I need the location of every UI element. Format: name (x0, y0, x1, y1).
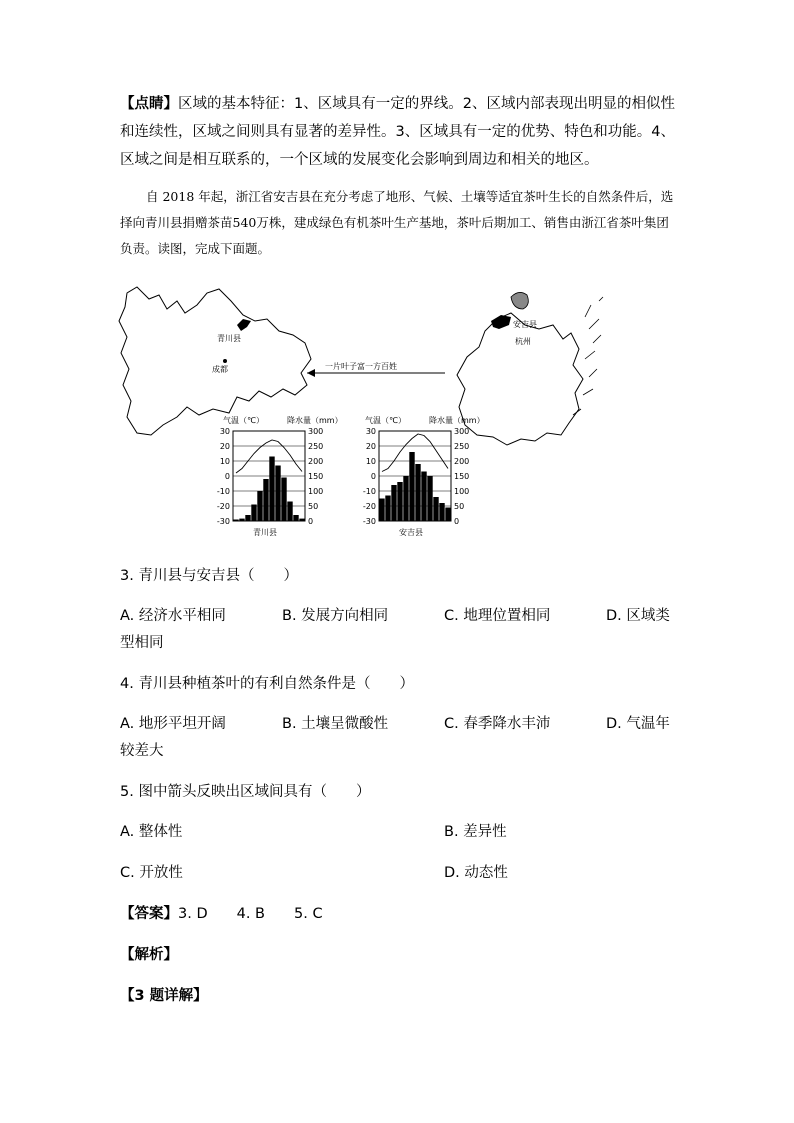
chart1-left-tick: 10 (219, 457, 230, 466)
q5-option-c[interactable]: C. 开放性 (120, 865, 183, 881)
chart2-precip-bar (403, 476, 408, 521)
chart1-right-tick: 150 (308, 472, 324, 481)
chart2-precip-bar (439, 503, 444, 521)
q3-option-d-wrap: 型相同 (120, 635, 164, 651)
answer-text: 3. D 4. B 5. C (178, 906, 323, 922)
chart2-right-tick: 300 (454, 427, 470, 436)
qingchuan-label: 青川县 (217, 334, 241, 343)
chart1-right-tick: 200 (308, 457, 324, 466)
chart1-right-ticks (308, 427, 323, 526)
chart1-left-tick: 0 (224, 472, 230, 481)
q4-option-d[interactable]: D. 气温年 (606, 716, 670, 732)
q4-option-b[interactable]: B. 土壤呈微酸性 (282, 716, 389, 732)
answer-tag: 【答案】 (120, 906, 178, 922)
chart1-precip-bar (263, 479, 268, 521)
zhejiang-map-outline (457, 313, 583, 445)
chart2-precip-bar (397, 482, 402, 521)
anji-marker-icon (491, 315, 511, 329)
chart2-precip-axis-label: 降水量（mm） (429, 416, 485, 425)
question-3-stem: 3. 青川县与安吉县（ ） (120, 568, 298, 584)
climate-chart-anji (363, 415, 485, 537)
chart2-left-tick: 20 (365, 442, 376, 451)
chart2-left-tick: 10 (365, 457, 376, 466)
zhejiang-coast-islands (573, 297, 603, 415)
q3-option-a[interactable]: A. 经济水平相同 (120, 608, 226, 624)
chart1-precip-bar (287, 502, 292, 522)
chart2-name: 安吉县 (399, 528, 423, 537)
chart1-left-tick: 30 (219, 427, 230, 436)
detail-heading: 【3 题详解】 (120, 988, 208, 1004)
q3-option-b[interactable]: B. 发展方向相同 (282, 608, 389, 624)
material-paragraph: 自 2018 年起，浙江省安吉县在充分考虑了地形、气候、土壤等适宜茶叶生长的自然条件后，选择向青川县捐赠茶苗540万株，建成绿色有机茶叶生产基地，茶叶后期加工、销售由浙江省茶叶集团负责。读图，完成下面题。 (120, 189, 674, 256)
chart1-right-tick: 50 (308, 502, 319, 511)
chart2-right-ticks (454, 427, 469, 526)
q4-option-d-wrap: 较差大 (120, 743, 164, 759)
chart2-precip-bar (409, 452, 414, 521)
chart1-precip-bar (275, 466, 280, 522)
chart2-temp-axis-label: 气温（℃） (365, 416, 406, 425)
chart1-left-tick: 20 (219, 442, 230, 451)
chart2-right-tick: 0 (454, 517, 460, 526)
chart1-grid (233, 446, 305, 506)
chart2-right-tick: 150 (454, 472, 470, 481)
qingchuan-marker-icon (237, 319, 251, 331)
chart2-temperature-line (382, 434, 448, 472)
chart1-right-tick: 250 (308, 442, 324, 451)
chart2-left-tick: -10 (362, 487, 376, 496)
chart1-precip-bar (257, 491, 262, 521)
chart2-precip-bar (385, 496, 390, 522)
chart1-right-tick: 100 (308, 487, 324, 496)
chart2-right-tick: 250 (454, 442, 470, 451)
chart1-precip-bar (251, 505, 256, 522)
chart1-left-tick: -20 (216, 502, 230, 511)
chart1-precip-bar (281, 478, 286, 522)
chart1-left-tick: -30 (216, 517, 230, 526)
analysis-heading: 【解析】 (120, 947, 178, 963)
arrow-label: 一片叶子富一方百姓 (325, 362, 397, 371)
q3-option-c[interactable]: C. 地理位置相同 (444, 608, 551, 624)
chart2-precip-bar (433, 497, 438, 521)
chart2-right-tick: 100 (454, 487, 470, 496)
chengdu-label: 成都 (212, 365, 228, 374)
chart2-precip-bar (379, 499, 384, 522)
chart1-precip-bar (299, 519, 304, 521)
q5-option-a[interactable]: A. 整体性 (120, 824, 183, 840)
chart2-left-tick: 0 (370, 472, 376, 481)
chart2-precip-bar (421, 472, 426, 522)
arrow-head-icon (307, 369, 315, 377)
chart1-left-tick: -10 (216, 487, 230, 496)
chart1-precip-bar (233, 520, 238, 522)
answer-line (120, 904, 323, 924)
tip-text: 区域的基本特征：1、区域具有一定的界线。2、区域内部表现出明显的相似性和连续性，区域之间则具有显著的差异性。3、区域具有一定的优势、特色和功能。4、区域之间是相互联系的，一个区域的发展变化会影响到周边和相关的地区。 (120, 96, 675, 168)
chart2-left-tick: -20 (362, 502, 376, 511)
tip-paragraph (120, 90, 680, 174)
chart1-precip-bar (269, 457, 274, 522)
chart2-right-tick: 200 (454, 457, 470, 466)
chart1-precip-bar (293, 515, 298, 521)
question-4-stem: 4. 青川县种植茶叶的有利自然条件是（ ） (120, 676, 414, 692)
chart1-right-tick: 0 (308, 517, 314, 526)
chart2-precip-bar (391, 485, 396, 521)
anji-label: 安吉县 (513, 320, 537, 329)
chart2-precip-bar (415, 464, 420, 521)
chart2-left-ticks (363, 427, 376, 526)
taihu-lake-icon (511, 292, 528, 309)
q4-option-a[interactable]: A. 地形平坦开阔 (120, 716, 226, 732)
chart2-right-tick: 50 (454, 502, 465, 511)
q5-option-d[interactable]: D. 动态性 (444, 865, 508, 881)
q3-option-d[interactable]: D. 区域类 (606, 608, 670, 624)
tip-tag: 【点睛】 (120, 96, 178, 112)
chart1-precip-bar (239, 519, 244, 521)
chart2-bars (379, 452, 450, 521)
chart1-temp-axis-label: 气温（℃） (223, 416, 264, 425)
chart1-name: 青川县 (253, 528, 277, 537)
q5-option-b[interactable]: B. 差异性 (444, 824, 507, 840)
chart1-temperature-line (236, 440, 302, 473)
chart2-precip-bar (427, 476, 432, 521)
chart1-left-ticks (217, 427, 230, 526)
chengdu-dot-icon (223, 359, 227, 363)
chart1-right-tick: 300 (308, 427, 324, 436)
hangzhou-label: 杭州 (515, 337, 531, 346)
chart1-precip-axis-label: 降水量（mm） (287, 416, 343, 425)
q4-option-c[interactable]: C. 春季降水丰沛 (444, 716, 551, 732)
question-5-stem: 5. 图中箭头反映出区域间具有（ ） (120, 784, 371, 800)
chart2-left-tick: -30 (362, 517, 376, 526)
chart2-precip-bar (445, 508, 450, 522)
sichuan-map-outline (119, 287, 311, 435)
climate-chart-qingchuan (217, 415, 343, 537)
chart1-precip-bar (245, 515, 250, 521)
chart2-left-tick: 30 (365, 427, 376, 436)
figure (115, 285, 615, 545)
